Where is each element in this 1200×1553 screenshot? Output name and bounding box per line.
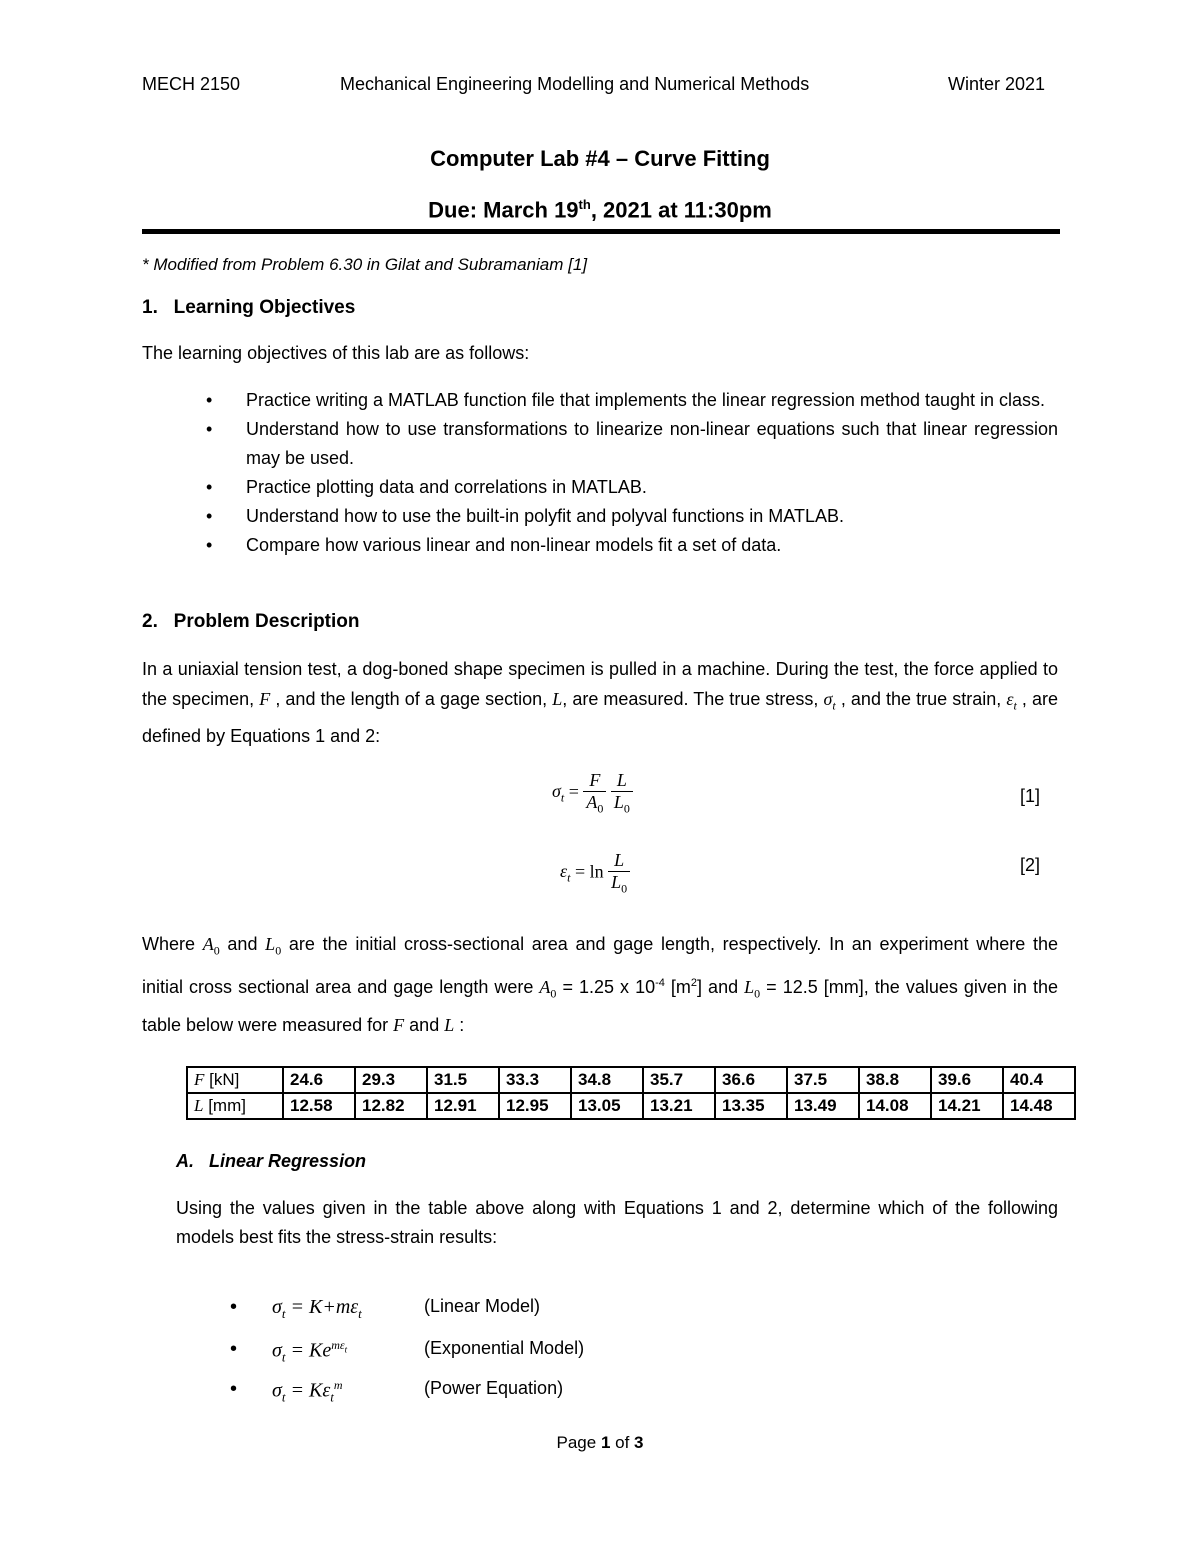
table-row-header: F [kN] [187,1067,283,1093]
initial-conditions-paragraph: Where $A_0$ and $L_0$ are the initial cross-sectional area and gage length, respectively. In an experiment where the initial cross sectional area and gage length were $A_0 = 1.25$ x $10^{-4}$ $[m^2]$ and $L_0 = 12.5$ [mm], the values given in the table below were measured for F and L : [142,934,1058,1036]
subsection-heading-linear-regression: A. Linear Regression [176,1151,367,1171]
due-date: Due: March 19th, 2021 at 11:30pm [428,197,772,223]
equation-true-stress: $\sigma_t$ = $\frac{F}{A_0}$ $\frac{L}{L_0}$ [552,770,633,817]
section-heading-problem-description: 2. Problem Description [142,611,360,632]
list-item: • Practice plotting data and correlations in MATLAB. [206,477,647,497]
objectives-intro: The learning objectives of this lab are as follows: [142,343,530,363]
table-cell: 39.6 [931,1067,1003,1093]
bullet: • [230,1338,238,1360]
table-cell: 38.8 [859,1067,931,1093]
table-row-header: L [mm] [187,1093,283,1119]
table-cell: 35.7 [643,1067,715,1093]
table-cell: 12.91 [427,1093,499,1119]
table-cell: 24.6 [283,1067,355,1093]
table-cell: 13.05 [571,1093,643,1119]
table-cell: 14.08 [859,1093,931,1119]
table-cell: 13.49 [787,1093,859,1119]
equation-2-label: [2] [1020,855,1041,875]
table-cell: 36.6 [715,1067,787,1093]
equation-1-label: [1] [1020,786,1041,806]
problem-paragraph: In a uniaxial tension test, a dog-boned shape specimen is pulled in a machine. During the test, the force applied to the specimen, F , and the length of a gage section, L, are measured. The true stress, $\sigma_t$ , and the true strain, $\varepsilon_t$ , are defined by Equations 1 and 2: [142,659,1058,746]
list-item: • Understand how to use transformations to linearize non-linear equations such that linear regression may be used. [206,419,1058,468]
table-row-length [187,1093,1075,1119]
table-cell: 33.3 [499,1067,571,1093]
table-cell: 13.21 [643,1093,715,1119]
source-note: * Modified from Problem 6.30 in Gilat and Subramaniam [1] [142,255,588,274]
table-cell: 12.82 [355,1093,427,1119]
table-cell: 13.35 [715,1093,787,1119]
equation-true-strain: $\varepsilon_t = \ln$ $\frac{L}{L_0}$ [560,850,630,897]
table-cell: 34.8 [571,1067,643,1093]
list-item: • Compare how various linear and non-linear models fit a set of data. [206,535,782,555]
bullet: • [230,1378,238,1400]
term: Winter 2021 [948,74,1046,94]
table-cell: 14.48 [1003,1093,1075,1119]
table-row-force [187,1067,1075,1093]
table-cell: 37.5 [787,1067,859,1093]
measurement-table [186,1066,1076,1120]
document-title: Computer Lab #4 – Curve Fitting [430,146,770,171]
table-cell: 40.4 [1003,1067,1075,1093]
table-cell: 12.95 [499,1093,571,1119]
title-rule [142,229,1060,234]
linear-regression-paragraph: Using the values given in the table above along with Equations 1 and 2, determine which of the following models best fits the stress-strain results: [176,1198,1058,1247]
table-cell: 29.3 [355,1067,427,1093]
page-number: Page 1 of 3 [556,1433,644,1452]
list-item: • Understand how to use the built-in polyfit and polyval functions in MATLAB. [206,506,844,526]
table-cell: 14.21 [931,1093,1003,1119]
course-code: MECH 2150 [142,74,241,94]
bullet: • [230,1296,238,1318]
table-cell: 12.58 [283,1093,355,1119]
section-heading-learning-objectives: 1. Learning Objectives [142,297,356,318]
course-title: Mechanical Engineering Modelling and Numerical Methods [340,74,810,94]
list-item: • Practice writing a MATLAB function file that implements the linear regression method taught in class. [206,390,1046,410]
objectives-list [206,386,1058,560]
table-cell: 31.5 [427,1067,499,1093]
